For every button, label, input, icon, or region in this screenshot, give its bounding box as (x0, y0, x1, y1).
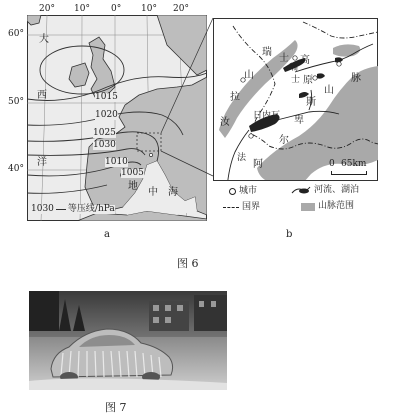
legend-border-label: 国界 (242, 202, 261, 212)
label-lake-geneva: 日内瓦 (253, 111, 281, 121)
label-misc-3: 法 (237, 153, 247, 163)
region-label-hai: 海 (168, 187, 178, 198)
legend-city (229, 187, 257, 196)
region-label-yang: 洋 (37, 157, 47, 168)
label-jura-3: 山 (244, 70, 254, 81)
label-alps-2: 尔 (279, 135, 289, 146)
scale-line (331, 171, 367, 175)
frozen-car-image (29, 291, 227, 390)
label-alps-4: 斯 (306, 97, 316, 108)
isobar-label-1005: 1005 (121, 168, 144, 178)
label-swiss-2: 士 (279, 53, 289, 64)
legend-border-icon (223, 207, 239, 208)
scale-bar (329, 160, 371, 176)
label-alps-6: 脉 (351, 73, 361, 84)
label-misc-1: 瑞 (289, 63, 299, 73)
label-plat-1: 高 (300, 55, 310, 66)
label-misc-2: 士 (291, 75, 301, 85)
lat-label-1: 50° (8, 97, 24, 107)
isobar-label-1015: 1015 (95, 92, 118, 102)
lon-label-1: 10° (74, 4, 90, 14)
legend-isobar-text: 等压线/hPa (67, 204, 115, 214)
map-a (8, 4, 207, 221)
caption-fig7: 图 7 (105, 401, 127, 414)
label-alps-3: 卑 (294, 115, 304, 126)
legend-range (301, 202, 354, 211)
isobar-label-1010: 1010 (105, 157, 128, 167)
region-label-zhong: 中 (148, 187, 158, 198)
lon-label-0: 20° (39, 4, 55, 14)
region-label-xi: 西 (37, 90, 47, 101)
lat-label-0: 60° (8, 29, 24, 39)
label-swiss-1: 瑞 (262, 47, 272, 58)
lon-label-2: 0° (111, 4, 122, 14)
legend-range-label: 山脉范围 (318, 201, 355, 211)
legend-isobar-line (56, 209, 66, 210)
lat-label-2: 40° (8, 164, 24, 174)
sub-label-a: a (104, 229, 110, 240)
frozen-car-photo (29, 291, 227, 390)
label-jura-2: 拉 (230, 92, 240, 103)
map-b (213, 18, 378, 218)
legend-river-label: 河流、湖泊 (314, 184, 360, 195)
region-label-da: 大 (39, 34, 49, 45)
label-alps-1: 阿 (253, 159, 263, 170)
legend-city-icon (229, 188, 236, 195)
map-b-legend (213, 180, 378, 219)
isobar-label-1030: 1030 (93, 140, 116, 150)
legend-range-swatch (301, 203, 315, 211)
lon-label-3: 10° (141, 4, 157, 14)
legend-isobar-value: 1030 (31, 204, 54, 214)
label-plat-2: 原 (303, 75, 313, 86)
scale-zero: 0 (329, 159, 335, 169)
label-alps-5: 山 (324, 85, 334, 96)
region-label-di: 地 (128, 181, 138, 192)
legend-border (223, 203, 260, 212)
legend-river-icon (291, 185, 311, 195)
isobar-label-1025: 1025 (93, 128, 116, 138)
legend-river (291, 185, 359, 195)
label-jura-1: 汝 (220, 117, 230, 128)
map-a-legend (31, 205, 115, 214)
legend-city-label: 城市 (239, 186, 258, 196)
caption-fig6: 图 6 (177, 257, 199, 270)
isobar-label-1020: 1020 (95, 110, 118, 120)
sub-label-b: b (286, 229, 293, 240)
scale-distance: 65km (341, 159, 367, 169)
lon-label-4: 20° (173, 4, 189, 14)
